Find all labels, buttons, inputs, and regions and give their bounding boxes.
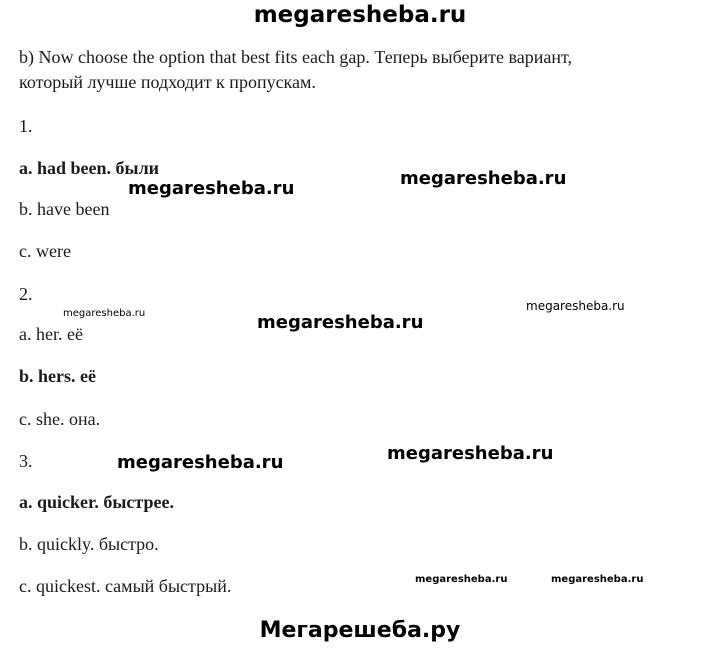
watermark: megaresheba.ru [400, 168, 567, 189]
answer-option: c. she. она. [19, 409, 101, 429]
answer-option: b. quickly. быстро. [19, 534, 159, 554]
answer-option-correct: b. hers. её [19, 366, 96, 386]
question-number: 2. [19, 284, 33, 304]
answer-option-correct: a. quicker. быстрее. [19, 492, 174, 512]
question-number: 1. [19, 116, 33, 136]
watermark: megaresheba.ru [551, 574, 644, 585]
answer-option: b. have been [19, 199, 110, 219]
watermark: megaresheba.ru [257, 312, 424, 333]
answer-option: a. her. её [19, 324, 83, 344]
watermark: megaresheba.ru [63, 308, 146, 319]
question-number: 3. [19, 451, 33, 471]
instruction-line-1: b) Now choose the option that best fits each gap. Теперь выберите вариант, [19, 47, 573, 67]
watermark: megaresheba.ru [526, 299, 625, 313]
watermark: megaresheba.ru [117, 452, 284, 473]
site-header-watermark: megaresheba.ru [253, 2, 467, 28]
watermark: megaresheba.ru [387, 443, 554, 464]
answer-option: c. were [19, 241, 71, 261]
site-footer-watermark: Мегарешеба.ру [259, 618, 461, 643]
watermark: megaresheba.ru [415, 574, 508, 585]
instruction-line-2: который лучше подходит к пропускам. [19, 72, 316, 92]
answer-option: c. quickest. самый быстрый. [19, 576, 232, 596]
answer-option-correct: a. had been. были [19, 158, 160, 178]
watermark: megaresheba.ru [128, 178, 295, 199]
